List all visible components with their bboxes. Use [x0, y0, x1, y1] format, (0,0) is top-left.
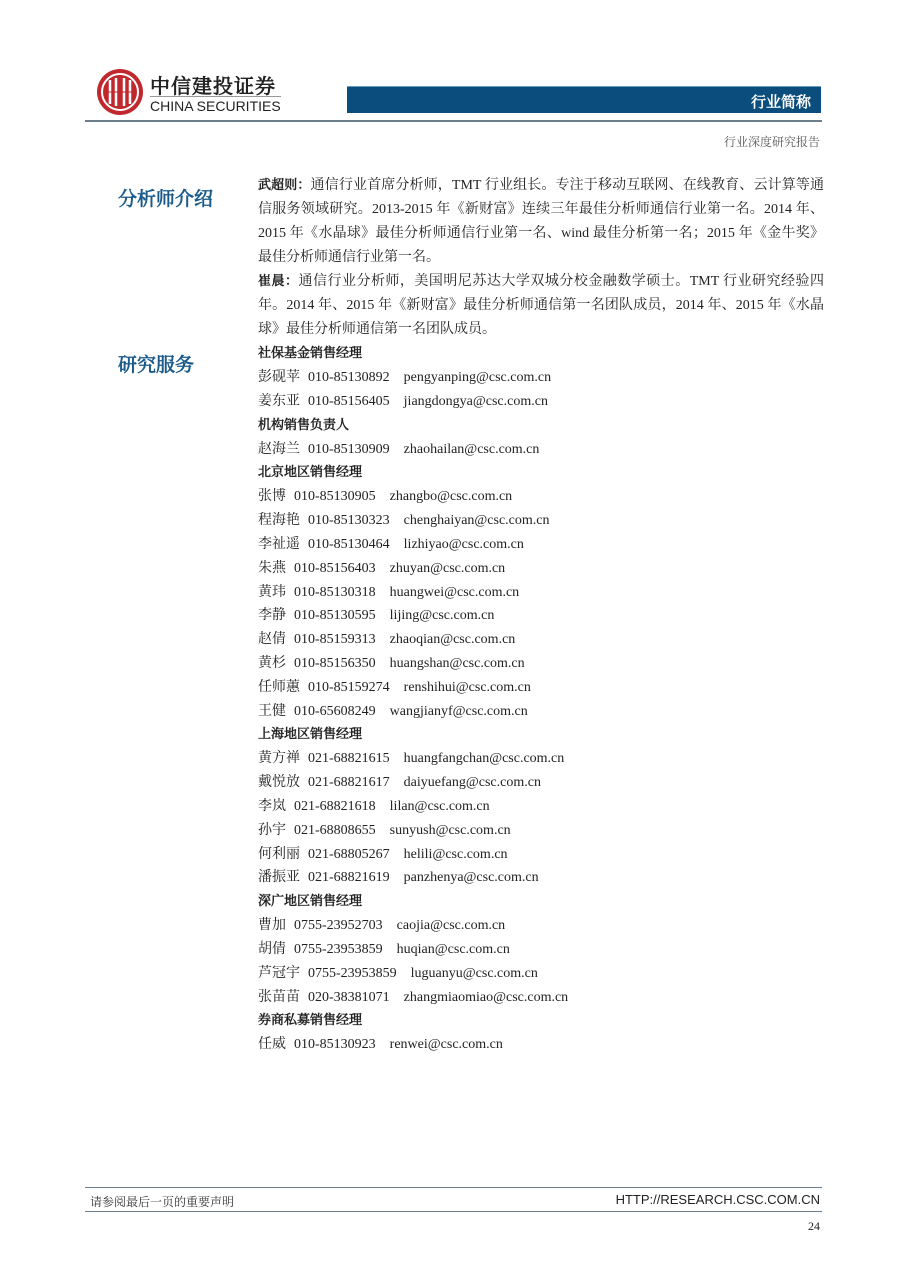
contact-phone: 021-68821615: [308, 751, 390, 767]
contact-email[interactable]: zhangbo@csc.com.cn: [389, 489, 513, 505]
contact-email[interactable]: zhaohailan@csc.com.cn: [403, 441, 540, 457]
contact-name: 赵海兰: [258, 441, 300, 457]
footer-divider-bottom: [85, 1211, 822, 1212]
contact-phone: 0755-23953859: [308, 965, 397, 981]
contact-phone: 010-85130923: [294, 1037, 376, 1053]
contact-phone: 010-85130323: [308, 513, 390, 529]
contact-name: 胡倩: [258, 941, 286, 957]
contact-row: [258, 557, 824, 581]
contact-row: [258, 366, 824, 390]
main-content: [258, 174, 824, 1057]
contact-email[interactable]: lilan@csc.com.cn: [389, 798, 490, 814]
contact-email[interactable]: renshihui@csc.com.cn: [403, 679, 531, 695]
logo-english-name: CHINA SECURITIES: [150, 98, 281, 114]
contact-phone: 010-85156403: [294, 560, 376, 576]
contact-row: [258, 604, 824, 628]
contact-email[interactable]: huangwei@csc.com.cn: [389, 584, 520, 600]
contact-phone: 010-85156350: [294, 655, 376, 671]
contact-phone: 010-85130892: [308, 370, 390, 385]
contact-phone: 021-68805267: [308, 846, 390, 862]
analyst-bio: [258, 270, 824, 342]
contact-phone: 010-85159313: [294, 632, 376, 648]
page-number: 24: [808, 1219, 820, 1233]
contact-email[interactable]: jiangdongya@csc.com.cn: [403, 393, 548, 409]
contact-name: 芦冠宇: [258, 965, 300, 981]
contact-name: 李祉遥: [258, 536, 300, 552]
contact-row: [258, 986, 824, 1010]
contact-group-title: 深广地区销售经理: [258, 894, 363, 910]
contact-email[interactable]: huqian@csc.com.cn: [396, 941, 510, 957]
contact-phone: 010-85130909: [308, 441, 390, 457]
contact-row: [258, 795, 824, 819]
contact-phone: 020-38381071: [308, 989, 390, 1005]
china-securities-logo: [96, 68, 144, 116]
contact-email[interactable]: huangshan@csc.com.cn: [389, 655, 525, 671]
contact-name: 朱燕: [258, 560, 286, 576]
analyst-name: 崔晨：: [258, 274, 299, 289]
contact-row: [258, 581, 824, 605]
contact-email[interactable]: zhangmiaomiao@csc.com.cn: [403, 989, 569, 1005]
contact-name: 张苗苗: [258, 989, 300, 1005]
contact-row: [258, 914, 824, 938]
contact-phone: 010-85130595: [294, 608, 376, 624]
footer-url[interactable]: HTTP://RESEARCH.CSC.COM.CN: [615, 1192, 820, 1207]
contact-row: [258, 843, 824, 867]
contact-name: 黄方禅: [258, 751, 300, 767]
contact-row: [258, 700, 824, 724]
contact-row: [258, 962, 824, 986]
contact-name: 任师蕙: [258, 679, 300, 695]
contact-row: [258, 771, 824, 795]
contact-row: [258, 1033, 824, 1057]
contact-name: 李岚: [258, 798, 286, 814]
contact-phone: 010-85130318: [294, 584, 376, 600]
contact-name: 张博: [258, 489, 286, 505]
contact-name: 姜东亚: [258, 393, 300, 409]
contact-phone: 010-85130464: [308, 536, 390, 552]
contact-group-title: 机构销售负责人: [258, 417, 350, 433]
contact-email[interactable]: chenghaiyan@csc.com.cn: [403, 513, 550, 529]
contact-name: 黄杉: [258, 655, 286, 671]
contact-name: 孙宇: [258, 822, 286, 838]
logo-chinese-name: 中信建投证券: [150, 74, 276, 98]
contact-email[interactable]: zhuyan@csc.com.cn: [389, 560, 506, 576]
contact-name: 李静: [258, 608, 286, 624]
contact-email[interactable]: caojia@csc.com.cn: [396, 918, 506, 934]
contact-row: [258, 390, 824, 414]
analyst-name: 武超则：: [258, 178, 311, 193]
contact-row: [258, 628, 824, 652]
contact-email[interactable]: huangfangchan@csc.com.cn: [403, 751, 565, 767]
contact-phone: 021-68821619: [308, 870, 390, 886]
contact-group-title: 券商私募销售经理: [258, 1013, 363, 1029]
contact-phone: 010-85130905: [294, 489, 376, 505]
contact-row: [258, 533, 824, 557]
contact-email[interactable]: wangjianyf@csc.com.cn: [389, 703, 528, 719]
contact-row: [258, 747, 824, 771]
contact-row: [258, 652, 824, 676]
contact-email[interactable]: lizhiyao@csc.com.cn: [403, 536, 524, 552]
contact-row: [258, 866, 824, 890]
contact-phone: 010-85156405: [308, 393, 390, 409]
contact-email[interactable]: panzhenya@csc.com.cn: [403, 870, 539, 886]
contact-name: 何利丽: [258, 846, 300, 862]
contact-name: 赵倩: [258, 632, 286, 648]
contact-email[interactable]: sunyush@csc.com.cn: [389, 822, 511, 838]
contact-phone: 0755-23953859: [294, 941, 383, 957]
analyst-description: 通信行业分析师，美国明尼苏达大学双城分校金融数学硕士。TMT 行业研究经验四年。2014 年、2015 年《新财富》最佳分析师通信第一名团队成员，2014 年、2015 年《水晶球》最佳分析师通信第一名团队成员。: [258, 274, 824, 337]
contact-name: 潘振亚: [258, 870, 300, 886]
contact-group-title: 社保基金销售经理: [258, 346, 363, 361]
contact-phone: 0755-23952703: [294, 918, 383, 934]
contact-phone: 021-68821618: [294, 798, 376, 814]
report-type: 行业深度研究报告: [723, 135, 820, 149]
contact-name: 戴悦放: [258, 775, 300, 791]
contact-row: [258, 485, 824, 509]
analyst-bio: [258, 174, 824, 270]
contact-name: 程海艳: [258, 513, 300, 529]
contact-name: 彭砚苹: [258, 370, 300, 385]
contact-email[interactable]: zhaoqian@csc.com.cn: [389, 632, 516, 648]
contact-name: 黄玮: [258, 584, 286, 600]
contact-email[interactable]: helili@csc.com.cn: [403, 846, 508, 862]
contact-group-title: 上海地区销售经理: [258, 727, 363, 743]
contact-email[interactable]: pengyanping@csc.com.cn: [403, 370, 552, 385]
header-banner: [347, 86, 821, 113]
contact-row: [258, 438, 824, 462]
contact-phone: 010-85159274: [308, 679, 390, 695]
contact-phone: 021-68808655: [294, 822, 376, 838]
header-divider: [85, 120, 822, 122]
footer-divider: [85, 1187, 822, 1188]
contact-name: 任威: [258, 1037, 286, 1053]
contact-phone: 010-65608249: [294, 703, 376, 719]
contact-name: 曹加: [258, 918, 286, 934]
contact-phone: 021-68821617: [308, 775, 390, 791]
service-section-title: 研究服务: [118, 354, 195, 376]
contact-email[interactable]: lijing@csc.com.cn: [389, 608, 495, 624]
analyst-section-title: 分析师介绍: [118, 188, 214, 210]
contact-row: [258, 819, 824, 843]
contact-email[interactable]: luguanyu@csc.com.cn: [410, 965, 538, 981]
contact-row: [258, 509, 824, 533]
contact-name: 王健: [258, 703, 286, 719]
contact-group-title: 北京地区销售经理: [258, 465, 363, 481]
contact-email[interactable]: renwei@csc.com.cn: [389, 1037, 503, 1053]
footer-disclaimer: 请参阅最后一页的重要声明: [90, 1195, 235, 1209]
analyst-description: 通信行业首席分析师，TMT 行业组长。专注于移动互联网、在线教育、云计算等通信服务领域研究。2013-2015 年《新财富》连续三年最佳分析师通信行业第一名。2014 年、2015 年《水晶球》最佳分析师通信行业第一名、wind 最佳分析第一名；2015 年《金牛奖》最佳分析师通信行业第一名。: [258, 178, 824, 265]
contact-row: [258, 938, 824, 962]
contact-row: [258, 676, 824, 700]
industry-name: 行业简称: [750, 93, 811, 111]
contact-email[interactable]: daiyuefang@csc.com.cn: [403, 775, 541, 791]
